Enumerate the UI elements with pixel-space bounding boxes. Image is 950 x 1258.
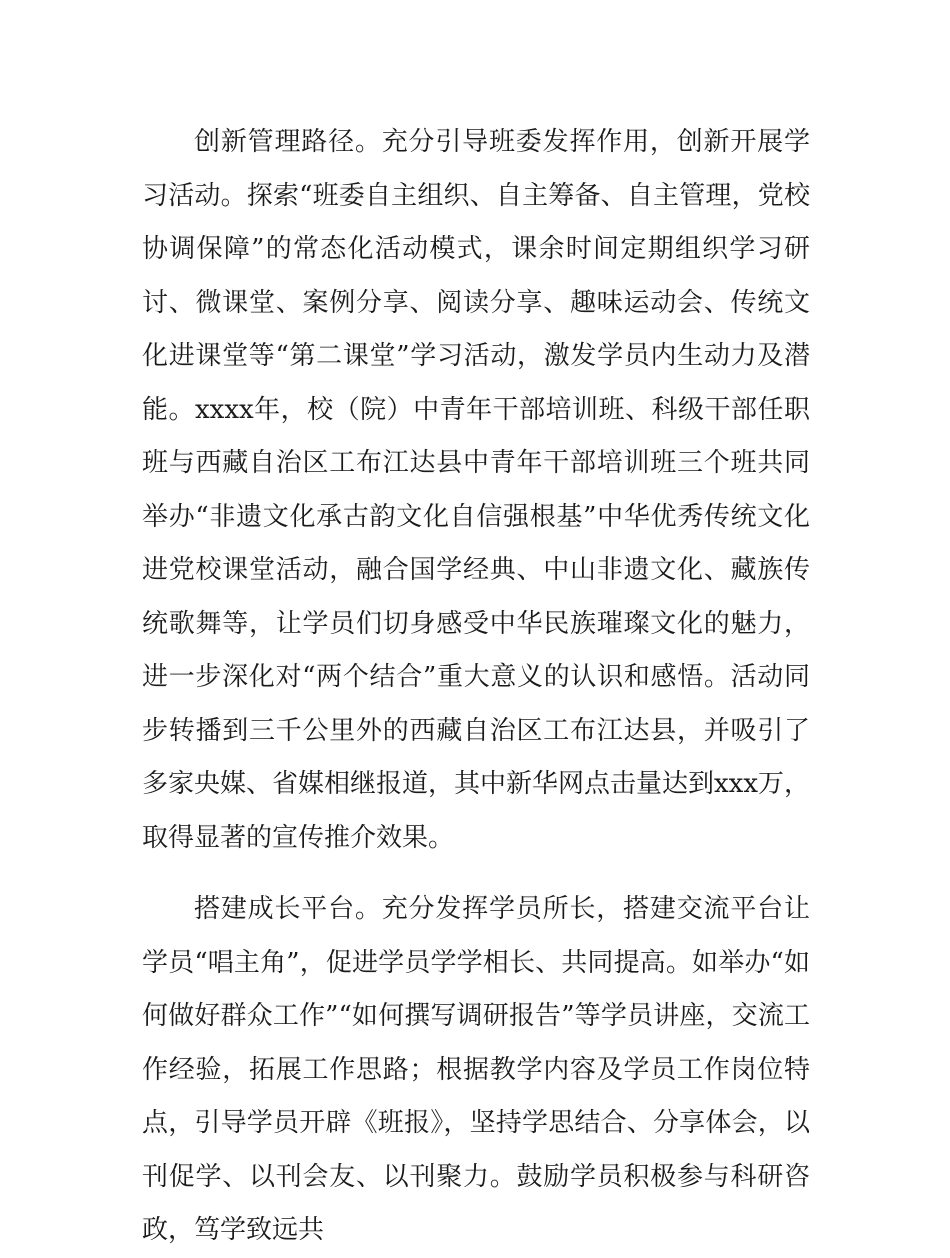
paragraph-build-growth-platform: 搭建成长平台。充分发挥学员所长，搭建交流平台让学员“唱主角”，促进学员学学相长、共同提高。如举办“如何做好群众工作”“如何撰写调研报告”等学员讲座，交流工作经验，拓展工作思路；根据教学内容及学员工作岗位特点，引导学员开辟《班报》，坚持学思结合、分享体会，以刊促学、以刊会友、以刊聚力。鼓励学员积极参与科研咨政，笃学致远共 [142,894,810,1245]
document-body [142,116,810,1258]
paragraph-innovate-management: 创新管理路径。充分引导班委发挥作用，创新开展学习活动。探索“班委自主组织、自主筹备、自主管理，党校协调保障”的常态化活动模式，课余时间定期组织学习研讨、微课堂、案例分享、阅读分享、趣味运动会、传统文化进课堂等“第二课堂”学习活动，激发学员内生动力及潜能。xxxx年，校（院）中青年干部培训班、科级干部任职班与西藏自治区工布江达县中青年干部培训班三个班共同举办“非遗文化承古韵文化自信强根基”中华优秀传统文化进党校课堂活动，融合国学经典、中山非遗文化、藏族传统歌舞等，让学员们切身感受中华民族璀璨文化的魅力，进一步深化对“两个结合”重大意义的认识和感悟。活动同步转播到三千公里外的西藏自治区工布江达县，并吸引了多家央媒、省媒相继报道，其中新华网点击量达到xxx万，取得显著的宣传推介效果。 [142,127,810,853]
